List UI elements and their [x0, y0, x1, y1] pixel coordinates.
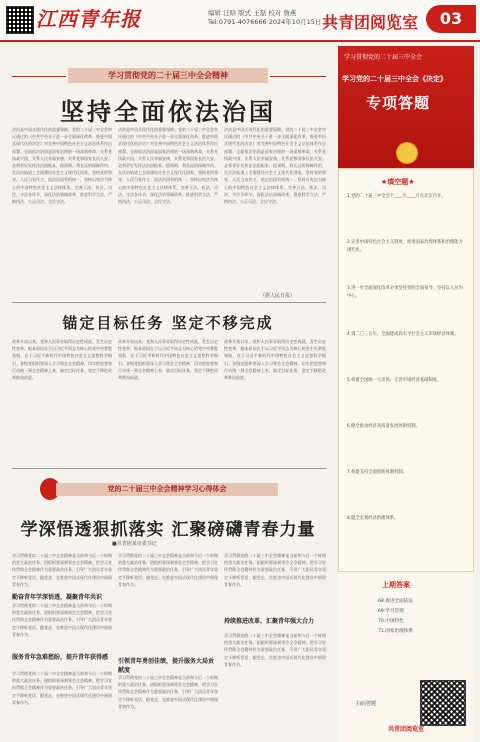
quiz-item: 2.完善中国特色社会主义制度，推进国家治理体系和治理能力现代化。: [347, 240, 463, 253]
article3-column-1b: 学习贯彻党的二十届三中全会精神是当前和今后一个时期的重大政治任务。团组织要深刻领会全会精神，把学习宣传贯彻全会精神作为重要政治任务，引导广大团员青年坚定不移听党话、跟党走，在推进中国式现代化建设中展现青春作为。: [12, 603, 112, 637]
meta-line-2: Tel:0791-4076666 2024年10月15日 星期二: [208, 18, 343, 26]
article2-column-1: 改革开放以来，党和人民事业取得历史性成就、发生历史性变革，根本原因在于以习近平同志为核心的党中央掌舵领航，在于习近平新时代中国特色社会主义思想科学指引。各级党组织要深入学习领会全会精神，切实把思想和行动统一到全会精神上来，锚定目标任务，坚定不移把改革推向前进。: [12, 339, 112, 381]
article1-source: （据人民日报）: [260, 293, 296, 299]
article1-column-1: 法治是中国式现代化的重要保障。党的二十届三中全会审议通过的《中共中央关于进一步全面深化改革、推进中国式现代化的决定》对完善中国特色社会主义法治体系作出部署。全面依法治国是国家治理的一场深刻革命，关系党执政兴国，关系人民幸福安康，关系党和国家长治久安。必须更好发挥法治固根本、稳预期、利长远的保障作用，在法治轨道上全面建设社会主义现代化国家。坚持党的领导、人民当家作主、依法治国有机统一，坚持以宪法为核心的中国特色社会主义法律体系，完善立法、执法、司法、守法各环节，深化法治领域改革，推进科学立法、严格执法、公正司法、全民守法。: [12, 127, 112, 205]
section-title: 共青团阅览室: [322, 13, 419, 32]
article3-subhead-3: 引领青年勇创佳绩，提升服务大局贡献度: [118, 658, 215, 674]
article3-column-1c: 学习贯彻党的二十届三中全会精神是当前和今后一个时期的重大政治任务。团组织要深刻领会全会精神，把学习宣传贯彻全会精神作为重要政治任务，引导广大团员青年坚定不移听党话、跟党走，在推进中国式现代化建设中展现青春作为。: [12, 671, 112, 705]
quiz-item: 1.党的二十届三中全会于____年____月在北京召开。: [347, 194, 446, 199]
article3-byline: ■共青团某市委书记: [112, 541, 157, 547]
quiz-item: 3.进一步全面深化改革必须坚持党的全面领导，坚持以人民为中心。: [347, 286, 463, 299]
quiz-header: ★填空题★: [381, 178, 415, 186]
answer-item: 70.中国特色: [378, 619, 404, 624]
article1-column-3: 法治是中国式现代化的重要保障。党的二十届三中全会审议通过的《中共中央关于进一步全面深化改革、推进中国式现代化的决定》对完善中国特色社会主义法治体系作出部署。全面依法治国是国家治理的一场深刻革命，关系党执政兴国，关系人民幸福安康，关系党和国家长治久安。必须更好发挥法治固根本、稳预期、利长远的保障作用，在法治轨道上全面建设社会主义现代化国家。坚持党的领导、人民当家作主、依法治国有机统一，坚持以宪法为核心的中国特色社会主义法律体系，完善立法、执法、司法、守法各环节，深化法治领域改革，推进科学立法、严格执法、公正司法、全民守法。: [224, 127, 326, 205]
article3-column-2b: 学习贯彻党的二十届三中全会精神是当前和今后一个时期的重大政治任务。团组织要深刻领会全会精神，把学习宣传贯彻全会精神作为重要政治任务，引导广大团员青年坚定不移听党话、跟党走，在推进中国式现代化建设中展现青春作为。: [118, 675, 218, 709]
article3-column-2a: 学习贯彻党的二十届三中全会精神是当前和今后一个时期的重大政治任务。团组织要深刻领会全会精神，把学习宣传贯彻全会精神作为重要政治任务，引导广大团员青年坚定不移听党话、跟党走，在推进中国式现代化建设中展现青春作为。: [118, 553, 218, 587]
quiz-item: 8.健全宏观经济治理体系。: [347, 516, 399, 521]
article3-title: 学深悟透狠抓落实 汇聚磅礴青春力量: [20, 520, 316, 540]
promo-line-2: 学习党的二十届三中全会《决定》: [342, 75, 447, 83]
qr-code-icon: [6, 6, 34, 34]
divider: [270, 76, 326, 77]
promo-banner: [338, 46, 474, 168]
qr-code-icon[interactable]: [420, 680, 466, 726]
promo-title: 专项答题: [366, 94, 431, 112]
quiz-item: 5.构建全国统一大市场，完善市场经济基础制度。: [347, 378, 442, 383]
article1-column-2: 法治是中国式现代化的重要保障。党的二十届三中全会审议通过的《中共中央关于进一步全面深化改革、推进中国式现代化的决定》对完善中国特色社会主义法治体系作出部署。全面依法治国是国家治理的一场深刻革命，关系党执政兴国，关系人民幸福安康，关系党和国家长治久安。必须更好发挥法治固根本、稳预期、利长远的保障作用，在法治轨道上全面建设社会主义现代化国家。坚持党的领导、人民当家作主、依法治国有机统一，坚持以宪法为核心的中国特色社会主义法律体系，完善立法、执法、司法、守法各环节，深化法治领域改革，推进科学立法、严格执法、公正司法、全民守法。: [118, 127, 218, 205]
quiz-item: 4.到二〇三五年，全面建成高水平社会主义市场经济体制。: [347, 332, 459, 337]
divider: [12, 302, 326, 303]
meta-line-1: 编辑 汪晗 版式 王磊 校对 詹燕: [208, 9, 297, 17]
article3-column-3b: 学习贯彻党的二十届三中全会精神是当前和今后一个时期的重大政治任务。团组织要深刻领会全会精神，把学习宣传贯彻全会精神作为重要政治任务，引导广大团员青年坚定不移听党话、跟党走，在推进中国式现代化建设中展现青春作为。: [224, 633, 326, 667]
quiz-item: 6.健全推动经济高质量发展体制机制。: [347, 424, 420, 429]
footer-title: 共青团阅览室: [387, 726, 424, 733]
answers-header: 上期答案: [382, 581, 410, 589]
article2-column-3: 改革开放以来，党和人民事业取得历史性成就、发生历史性变革，根本原因在于以习近平同志为核心的党中央掌舵领航，在于习近平新时代中国特色社会主义思想科学指引。各级党组织要深入学习领会全会精神，切实把思想和行动统一到全会精神上来，锚定目标任务，坚定不移把改革推向前进。: [224, 339, 326, 381]
article3-subhead-4: 持续推进改革，汇聚青年强大合力: [224, 618, 315, 625]
article3-column-3a: 学习贯彻党的二十届三中全会精神是当前和今后一个时期的重大政治任务。团组织要深刻领会全会精神，把学习宣传贯彻全会精神作为重要政治任务，引导广大团员青年坚定不移听党话、跟党走，在推进中国式现代化建设中展现青春作为。: [224, 553, 326, 587]
article3-subhead-2: 服务青年急难愁盼，提升青年获得感: [12, 654, 109, 661]
article1-banner: 学习贯彻党的二十届三中全会精神: [68, 68, 268, 83]
promo-line-1: 学习贯彻党的二十届三中全会: [344, 54, 423, 61]
party-badge-icon: [396, 142, 418, 164]
quiz-item: 7.构建支持全面创新体制机制。: [347, 470, 407, 475]
article3-subhead-1: 勤奋青年学深悟透，凝聚青年共识: [12, 594, 103, 601]
article2-column-2: 改革开放以来，党和人民事业取得历史性成就、发生历史性变革，根本原因在于以习近平同志为核心的党中央掌舵领航，在于习近平新时代中国特色社会主义思想科学指引。各级党组织要深入学习领会全会精神，切实把思想和行动统一到全会精神上来，锚定目标任务，坚定不移把改革推向前进。: [118, 339, 218, 381]
article2-title: 锚定目标任务 坚定不移完成: [62, 314, 274, 332]
quiz-panel: [338, 168, 474, 572]
answer-item: 69.学习贯彻: [378, 609, 404, 614]
divider: [12, 76, 66, 77]
newspaper-logo: 江西青年报: [36, 7, 141, 31]
divider: [12, 468, 326, 469]
article1-title: 坚持全面依法治国: [60, 97, 276, 126]
page-number: 03: [426, 5, 476, 33]
article3-banner: 党的二十届三中全会精神学习心得体会: [56, 483, 278, 496]
answer-item: 71.国家治理体系: [378, 629, 413, 634]
qr-caption: 扫码答题: [356, 701, 377, 707]
article3-column-1a: 学习贯彻党的二十届三中全会精神是当前和今后一个时期的重大政治任务。团组织要深刻领会全会精神，把学习宣传贯彻全会精神作为重要政治任务，引导广大团员青年坚定不移听党话、跟党走，在推进中国式现代化建设中展现青春作为。: [12, 553, 112, 587]
answer-item: 68.推进全面依法: [378, 599, 413, 604]
